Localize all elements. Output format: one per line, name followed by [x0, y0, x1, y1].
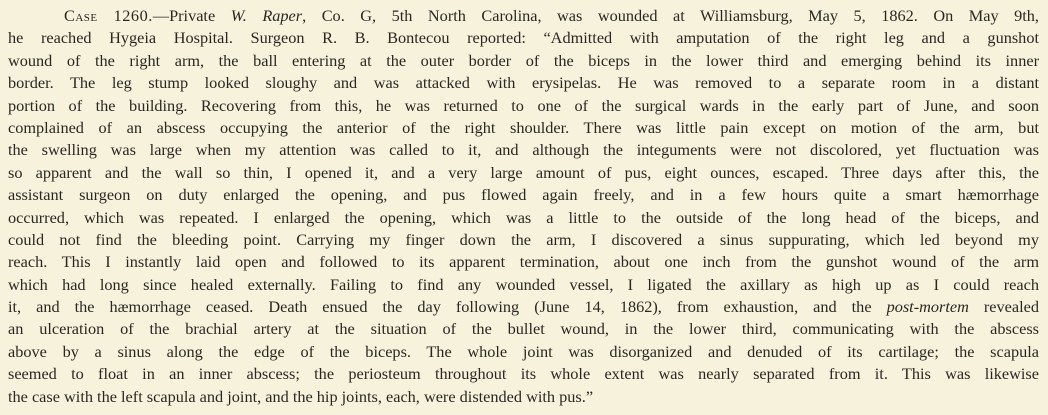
text-line-17: seemed to float in an inner abscess; the periosteum throughout its whole extent was nearly separated from it. This was likewise — [8, 364, 1039, 384]
text-line-8: so apparent and the wall so thin, I opened it, and a very large amount of pus, eight ounces, escaped. Three days after this, the — [8, 162, 1039, 182]
text-line-3: wound of the right arm, the ball entering at the outer border of the biceps in the lower third and emerging behind its inner — [8, 50, 1039, 70]
case-number-label: Case 1260. — [64, 6, 153, 25]
post-mortem-term: post-mortem — [886, 297, 969, 317]
case-report-paragraph — [8, 5, 1039, 408]
text-line-14 — [8, 296, 1039, 318]
text-line-1 — [8, 5, 1039, 27]
patient-name: W. Raper — [230, 6, 303, 25]
text-line-5: portion of the building. Recovering from this, he was returned to one of the surgical wards in the early part of June, and soon — [8, 95, 1039, 115]
text-line-16: above by a sinus along the edge of the biceps. The whole joint was disorganized and denuded of its cartilage; the scapula — [8, 341, 1039, 361]
intro-text: —Private — [152, 6, 231, 25]
text-line-11: could not find the bleeding point. Carrying my finger down the arm, I discovered a sinus suppurating, which led beyond my — [8, 229, 1039, 249]
text-line-14-start: it, and the hæmorrhage ceased. Death ensued the day following (June 14, 1862), from exhaustion, and the — [8, 297, 887, 317]
text-line-13: which had long since healed externally. Failing to find any wounded vessel, I ligated the axillary as high up as I could reach — [8, 274, 1039, 294]
text-line-15: an ulceration of the brachial artery at the situation of the bullet wound, in the lower third, communicating with the abscess — [8, 319, 1039, 339]
text-line-18: the case with the left scapula and joint, and the hip joints, each, were distended with pus.” — [8, 386, 594, 406]
text-line-9: assistant surgeon on duty enlarged the opening, and pus flowed again freely, and in a few hours quite a smart hæmorrhage — [8, 185, 1039, 205]
text-line-10: occurred, which was repeated. I enlarged the opening, which was a little to the outside of the long head of the biceps, and — [8, 207, 1039, 227]
text-line-4: border. The leg stump looked sloughy and was attacked with erysipelas. He was removed to a separate room in a distant — [8, 73, 1039, 93]
text-line-12: reach. This I instantly laid open and followed to its apparent termination, about one inch from the gunshot wound of the arm — [8, 252, 1039, 272]
text-line-7: the swelling was large when my attention was called to it, and although the integuments were not discolored, yet fluctuation was — [8, 140, 1039, 160]
text-line-6: complained of an abscess occupying the anterior of the right shoulder. There was little pain except on motion of the arm, but — [8, 117, 1039, 137]
intro-text-continued: , Co. G, 5th North Carolina, was wounded at Williamsburg, May 5, 1862. On May 9th, — [302, 6, 1040, 25]
text-line-2: he reached Hygeia Hospital. Surgeon R. B. Bontecou reported: “Admitted with amputation of the right leg and a gunshot — [8, 28, 1039, 48]
text-line-14-end: revealed — [968, 297, 1040, 317]
